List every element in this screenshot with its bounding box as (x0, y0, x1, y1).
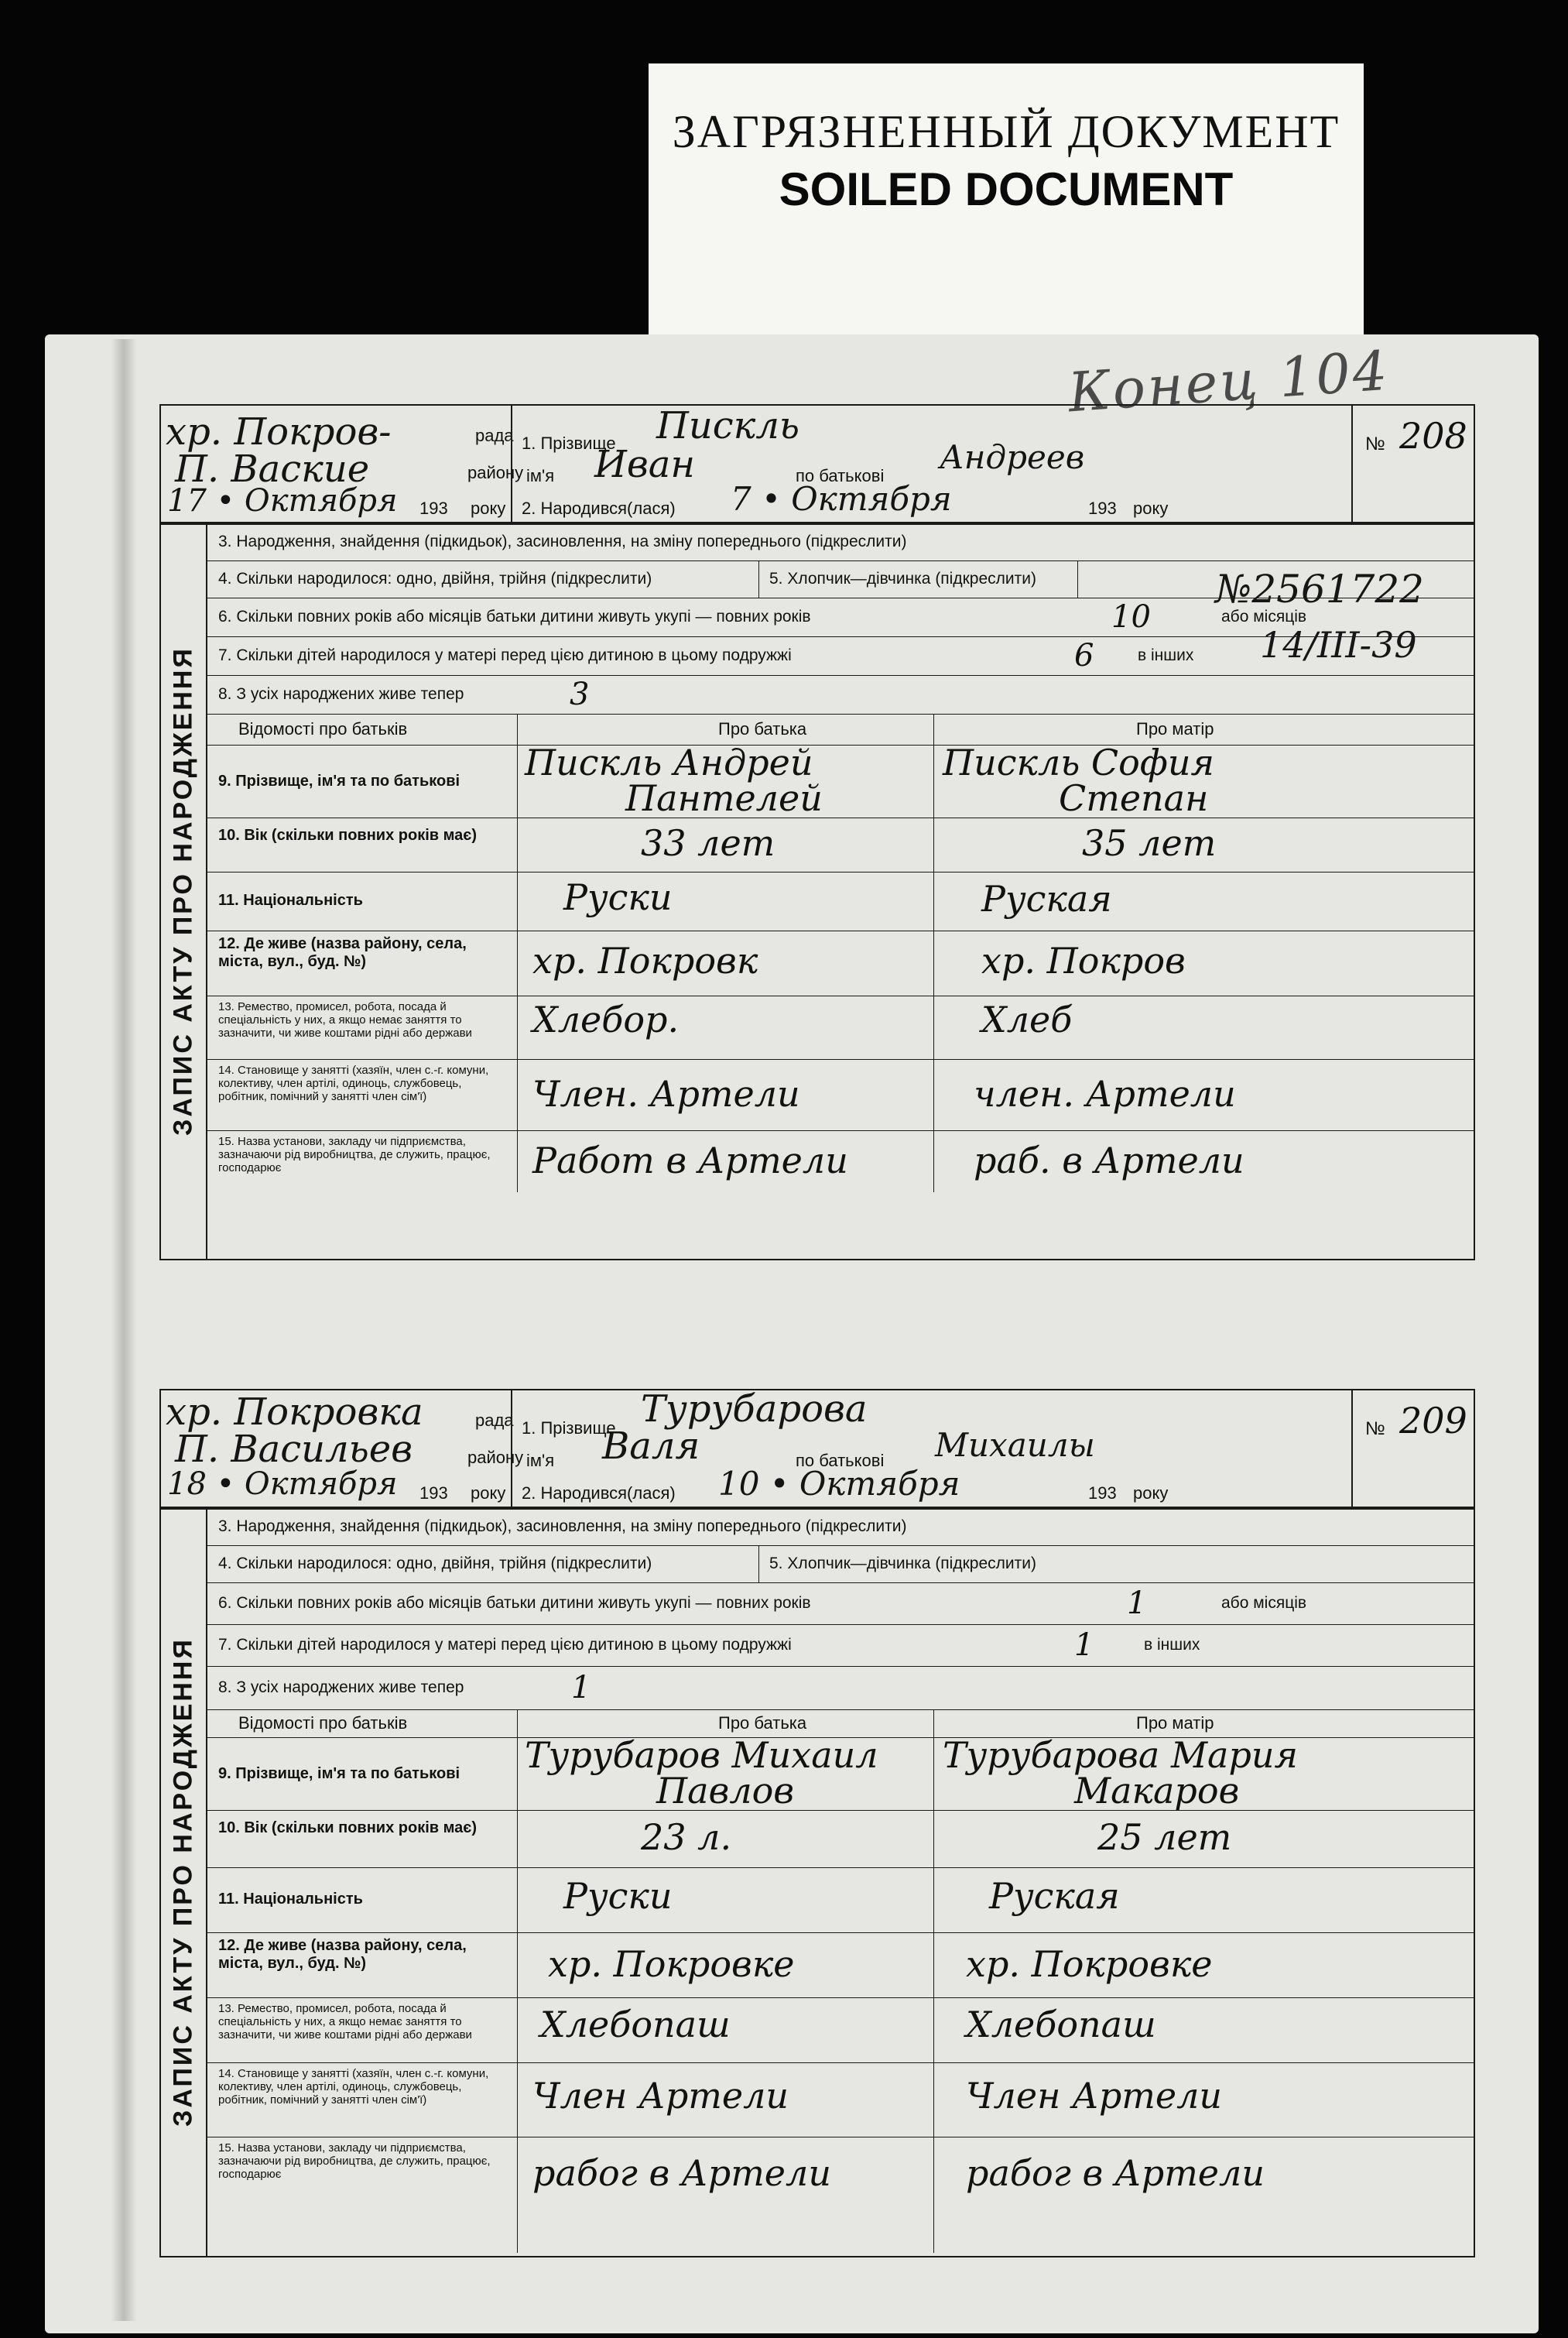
rada-label: рада (475, 1411, 514, 1430)
side-note-date: 14/III-39 (1260, 624, 1417, 666)
surname-hw: Турубарова (641, 1387, 868, 1431)
side-title: ЗАПИС АКТУ ПРО НАРОДЖЕННЯ (168, 646, 198, 1136)
margin-handwritten-note: Конец 104 (1066, 338, 1392, 425)
row-6-months-label: або місяців (1221, 1594, 1307, 1612)
p14-label: 14. Становище у занятті (хазяїн, член с.-г. комуни, колективу, член артілі, одиноць, службовець, робітник, помічний у занятті член сім'ї) (218, 2067, 489, 2107)
father-job-hw: Хлебор. (532, 999, 680, 1040)
years-together-hw: 1 (1127, 1586, 1147, 1621)
father-name-hw: Турубаров Михаил (525, 1734, 878, 1776)
row-3-label: 3. Народження, знайдення (підкидьок), засиновлення, на зміну попереднього (підкреслити) (218, 533, 907, 550)
mother-status-hw: Член Артели (966, 2075, 1223, 2117)
side-title: ЗАПИС АКТУ ПРО НАРОДЖЕННЯ (168, 1637, 198, 2127)
record-number: 208 (1399, 415, 1467, 457)
mother-nation-hw: Руская (981, 878, 1112, 920)
document-page (45, 334, 1539, 2333)
year-label: 193 (419, 1483, 448, 1503)
p10-label: 10. Вік (скільки повних років має) (218, 1819, 477, 1836)
parents-header: Відомості про батьків (238, 1713, 408, 1733)
surname-label: 1. Прізвище (522, 434, 616, 453)
row-8-label: 8. З усіх народжених живе тепер (218, 1678, 464, 1696)
row-8-label: 8. З усіх народжених живе тепер (218, 685, 464, 703)
born-label: 2. Народився(лася) (522, 1483, 676, 1503)
years-together-hw: 10 (1111, 599, 1151, 635)
rayon-hw: П. Ваские (175, 447, 370, 491)
year-label: 193 (419, 499, 448, 518)
father-status-hw: Член. Артели (532, 1073, 800, 1115)
alive-now-hw: 3 (570, 677, 590, 712)
row-7-label: 7. Скільки дітей народилося у матері перед цією дитиною в цьому подружжі (218, 1636, 792, 1654)
mother-header: Про матір (1136, 719, 1214, 739)
mother-lives-hw: хр. Покровке (966, 1943, 1213, 1985)
row-6-label: 6. Скільки повних років або місяців батьки дитини живуть укупі — повних років (218, 1594, 811, 1612)
surname-label: 1. Прізвище (522, 1418, 616, 1438)
row-4-label: 4. Скільки народилося: одно, двійня, трійня (підкреслити) (218, 1555, 652, 1572)
name-label: ім'я (526, 1451, 555, 1470)
father-status-hw: Член Артели (532, 2075, 789, 2117)
father-place-hw: рабог в Артели (532, 2152, 831, 2194)
father-header: Про батька (718, 719, 807, 739)
mother-age-hw: 35 лет (1082, 822, 1217, 864)
name-hw: Валя (602, 1424, 700, 1468)
roku-label: року (471, 499, 506, 518)
father-name-hw: Пискль Андрей (525, 742, 813, 783)
father-lives-hw: хр. Покровк (532, 940, 758, 982)
mother-name-hw: Пискль София (943, 742, 1214, 783)
mother-nation-hw: Руская (989, 1875, 1120, 1917)
record-number: 209 (1399, 1400, 1467, 1442)
p12-label: 12. Де живе (назва району, села, міста, вул., буд. №) (218, 935, 467, 970)
p11-label: 11. Національність (218, 1891, 363, 1908)
mother-patronymic-hw: Макаров (1074, 1770, 1240, 1812)
p13-label: 13. Ремество, промисел, робота, посада й спеціальність у них, а якщо немає заняття то зазначити, чи живе коштами рідні або держави (218, 1000, 472, 1040)
born-year-label: 193 (1088, 499, 1117, 518)
father-place-hw: Работ в Артели (532, 1140, 848, 1181)
record-number-box (1351, 406, 1474, 523)
row-6-months-label: або місяців (1221, 608, 1307, 626)
stamp-russian-text: ЗАГРЯЗНЕННЫЙ ДОКУМЕНТ (672, 106, 1340, 157)
father-lives-hw: хр. Покровке (548, 1943, 795, 1985)
born-label: 2. Народився(лася) (522, 499, 676, 518)
children-before-hw: 6 (1074, 638, 1094, 674)
p9-label: 9. Прізвище, ім'я та по батькові (218, 773, 460, 790)
father-nation-hw: Руски (563, 876, 673, 918)
name-hw: Иван (594, 443, 696, 486)
p9-label: 9. Прізвище, ім'я та по батькові (218, 1765, 460, 1782)
p15-label: 15. Назва установи, закладу чи підприємства, зазначаючи рід виробництва, де служить, працює, господарює (218, 2141, 491, 2181)
mother-job-hw: Хлеб (981, 999, 1073, 1040)
patronymic-hw: Андреев (940, 438, 1085, 476)
parents-header-row (207, 714, 1474, 746)
children-before-hw: 1 (1074, 1627, 1094, 1663)
record-number-box (1351, 1390, 1474, 1508)
father-nation-hw: Руски (563, 1875, 673, 1917)
row-5-label: 5. Хлопчик—дівчинка (підкреслити) (769, 570, 1036, 588)
mother-lives-hw: хр. Покров (981, 940, 1186, 982)
mother-header: Про матір (1136, 1713, 1214, 1733)
born-roku-label: року (1133, 499, 1169, 518)
father-patronymic-hw: Пантелей (625, 777, 823, 819)
born-hw: 10 • Октября (718, 1465, 960, 1503)
rayon-hw: П. Васильев (175, 1428, 413, 1471)
number-sign: № (1365, 434, 1385, 454)
p14-label: 14. Становище у занятті (хазяїн, член с.-г. комуни, колективу, член артілі, одиноць, службовець, робітник, помічний у занятті член сім'ї) (218, 1064, 489, 1103)
mother-patronymic-hw: Степан (1059, 777, 1209, 819)
mother-name-hw: Турубарова Мария (943, 1734, 1299, 1776)
row-7-others-label: в інших (1138, 646, 1194, 664)
p13-label: 13. Ремество, промисел, робота, посада й спеціальність у них, а якщо немає заняття то зазначити, чи живе коштами рідні або держави (218, 2002, 472, 2041)
row-3-label: 3. Народження, знайдення (підкидьок), засиновлення, на зміну попереднього (підкреслити) (218, 1517, 907, 1535)
row-5-label: 5. Хлопчик—дівчинка (підкреслити) (769, 1555, 1036, 1572)
surname-hw: Пискль (656, 404, 800, 447)
date-hw: 17 • Октября (167, 483, 398, 519)
record-2-header (159, 1389, 1475, 1510)
born-roku-label: року (1133, 1483, 1169, 1503)
p11-label: 11. Національність (218, 892, 363, 909)
parents-header: Відомості про батьків (238, 719, 408, 739)
patronymic-label: по батькові (796, 1451, 885, 1470)
father-header: Про батька (718, 1713, 807, 1733)
father-age-hw: 23 л. (641, 1816, 732, 1858)
side-note-number: №2561722 (1215, 567, 1424, 612)
page-fold-shadow (111, 339, 137, 2321)
rada-hw: хр. Покровка (166, 1390, 423, 1434)
mother-place-hw: раб. в Артели (974, 1140, 1244, 1181)
p12-label: 12. Де живе (назва району, села, міста, вул., буд. №) (218, 1937, 467, 1972)
stamp-english-text: SOILED DOCUMENT (779, 163, 1234, 215)
date-hw: 18 • Октября (167, 1466, 398, 1502)
p15-label: 15. Назва установи, закладу чи підприємства, зазначаючи рід виробництва, де служить, працює, господарює (218, 1135, 491, 1174)
mother-job-hw: Хлебопаш (966, 2004, 1156, 2045)
patronymic-label: по батькові (796, 466, 885, 485)
roku-label: року (471, 1483, 506, 1503)
record-1-body (159, 522, 1475, 1260)
born-hw: 7 • Октября (731, 480, 952, 518)
row-7-label: 7. Скільки дітей народилося у матері перед цією дитиною в цьому подружжі (218, 646, 792, 664)
father-age-hw: 33 лет (641, 822, 775, 864)
record-2-body (159, 1507, 1475, 2257)
row-7-others-label: в інших (1144, 1636, 1200, 1654)
record-1-header (159, 404, 1475, 525)
mother-age-hw: 25 лет (1097, 1816, 1232, 1858)
rada-hw: хр. Покров- (166, 410, 392, 454)
name-label: ім'я (526, 466, 555, 485)
father-patronymic-hw: Павлов (656, 1770, 795, 1812)
father-job-hw: Хлебопаш (540, 2004, 731, 2045)
number-sign: № (1365, 1418, 1385, 1439)
born-year-label: 193 (1088, 1483, 1117, 1503)
patronymic-hw: Михаилы (935, 1426, 1095, 1464)
rayonu-label: району (467, 1448, 524, 1467)
p10-label: 10. Вік (скільки повних років має) (218, 827, 477, 844)
row-4-label: 4. Скільки народилося: одно, двійня, трійня (підкреслити) (218, 570, 652, 588)
soiled-document-stamp (649, 63, 1364, 338)
mother-status-hw: член. Артели (974, 1073, 1236, 1115)
row-6-label: 6. Скільки повних років або місяців батьки дитини живуть укупі — повних років (218, 608, 811, 626)
rada-label: рада (475, 426, 514, 445)
mother-place-hw: рабог в Артели (966, 2152, 1265, 2194)
alive-now-hw: 1 (571, 1670, 591, 1706)
rayonu-label: району (467, 463, 524, 482)
